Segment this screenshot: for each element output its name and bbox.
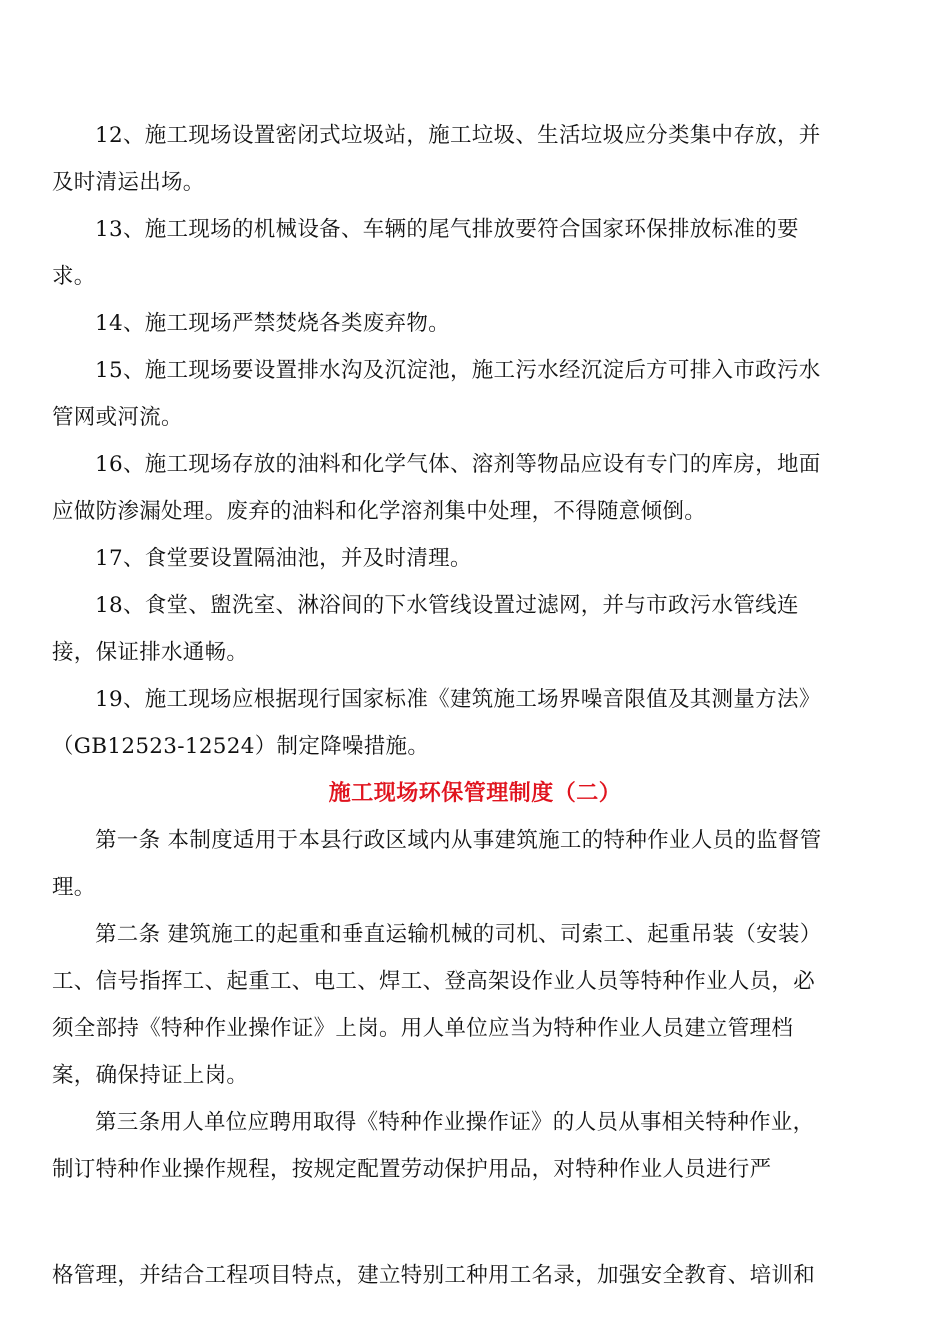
regulation-list <box>52 112 898 770</box>
paragraph-line: 制订特种作业操作规程，按规定配置劳动保护用品，对特种作业人员进行严 <box>52 1157 772 1182</box>
regulation-paragraph <box>52 300 898 347</box>
paragraph-line: 求。 <box>52 264 96 289</box>
regulation-paragraph <box>52 206 898 300</box>
paragraph-line: 第一条 本制度适用于本县行政区域内从事建筑施工的特种作业人员的监督管 <box>95 828 822 853</box>
document-body <box>52 112 898 1193</box>
regulation-paragraph <box>52 582 898 676</box>
paragraph-line: 工、信号指挥工、起重工、电工、焊工、登高架设作业人员等特种作业人员，必 <box>52 969 816 994</box>
paragraph-line: 14、施工现场严禁焚烧各类废弃物。 <box>95 311 450 336</box>
paragraph-line: 案，确保持证上岗。 <box>52 1063 249 1088</box>
paragraph-line: 17、食堂要设置隔油池，并及时清理。 <box>95 546 472 571</box>
paragraph-line: 第三条用人单位应聘用取得《特种作业操作证》的人员从事相关特种作业， <box>95 1110 815 1135</box>
paragraph-line: 16、施工现场存放的油料和化学气体、溶剂等物品应设有专门的库房，地面 <box>95 452 821 477</box>
articles-list <box>52 817 898 1193</box>
paragraph-line: 18、食堂、盥洗室、淋浴间的下水管线设置过滤网，并与市政污水管线连 <box>95 593 799 618</box>
article-paragraph <box>52 817 898 911</box>
paragraph-line: 接，保证排水通畅。 <box>52 640 249 665</box>
article-paragraph <box>52 1099 898 1193</box>
regulation-paragraph <box>52 112 898 206</box>
regulation-paragraph <box>52 347 898 441</box>
paragraph-line: 应做防渗漏处理。废弃的油料和化学溶剂集中处理，不得随意倾倒。 <box>52 499 707 524</box>
paragraph-line: 须全部持《特种作业操作证》上岗。用人单位应当为特种作业人员建立管理档 <box>52 1016 794 1041</box>
paragraph-line: 管网或河流。 <box>52 405 183 430</box>
paragraph-line: （GB12523-12524）制定降噪措施。 <box>52 734 430 759</box>
paragraph-line: 13、施工现场的机械设备、车辆的尾气排放要符合国家环保排放标准的要 <box>95 217 799 242</box>
paragraph-line: 及时清运出场。 <box>52 170 205 195</box>
paragraph-line: 19、施工现场应根据现行国家标准《建筑施工场界噪音限值及其测量方法》 <box>95 687 821 712</box>
regulation-paragraph <box>52 535 898 582</box>
article-paragraph <box>52 911 898 1099</box>
paragraph-line: 15、施工现场要设置排水沟及沉淀池，施工污水经沉淀后方可排入市政污水 <box>95 358 821 383</box>
regulation-paragraph <box>52 676 898 770</box>
paragraph-line: 第二条 建筑施工的起重和垂直运输机械的司机、司索工、起重吊装（安装） <box>95 922 822 947</box>
section-title: 施工现场环保管理制度（二） <box>328 780 622 806</box>
next-page-continuation: 格管理，并结合工程项目特点，建立特别工种用工名录，加强安全教育、培训和 <box>52 1263 816 1288</box>
regulation-paragraph <box>52 441 898 535</box>
paragraph-line: 理。 <box>52 875 96 900</box>
paragraph-line: 12、施工现场设置密闭式垃圾站，施工垃圾、生活垃圾应分类集中存放，并 <box>95 123 821 148</box>
